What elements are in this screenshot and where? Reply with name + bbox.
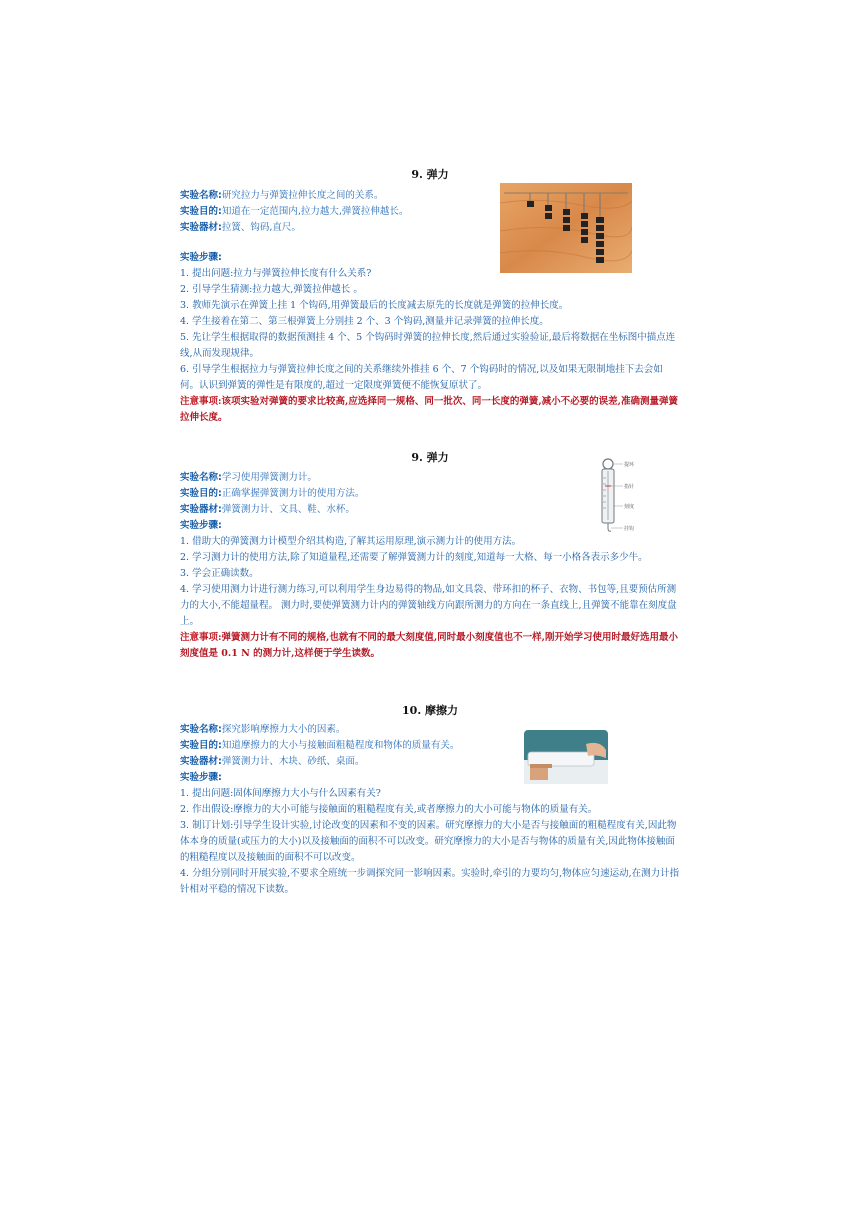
diagram-label: 指针	[624, 484, 635, 490]
step-item: 3. 学会正确读数。	[180, 568, 259, 579]
name-value: 研究拉力与弹簧拉伸长度之间的关系。	[221, 190, 384, 201]
purpose-label: 实验目的:	[180, 206, 222, 217]
equipment-value: 拉簧、钩码,直尺。	[221, 222, 301, 233]
purpose-value: 知道在一定范围内,拉力越大,弹簧拉伸越长。	[221, 206, 409, 217]
section-3-meta	[180, 722, 520, 786]
step-item: 5. 先让学生根据取得的数据预测挂 4 个、5 个钩码时弹簧的拉伸长度,然后通过实验验证,最后将数据在坐标图中描点连线,从而发现规律。	[180, 332, 676, 359]
equipment-label: 实验器材:	[180, 756, 222, 767]
purpose-value: 正确掌握弹簧测力计的使用方法。	[221, 488, 365, 499]
step-item: 2. 学习测力计的使用方法,除了知道量程,还需要了解弹簧测力计的刻度,知道每一大格、每一小格各表示多少牛。	[180, 552, 648, 563]
purpose-label: 实验目的:	[180, 740, 222, 751]
step-item: 3. 制订计划:引导学生设计实验,讨论改变的因素和不变的因素。研究摩擦力的大小是否与接触面的粗糙程度有关,因此物体本身的质量(或压力的大小)以及接触面的面积不可以改变。研究摩擦力的大小是否与物体的质量有关,因此物体接触面的粗糙程度以及接触面的面积不可以改变。	[180, 820, 677, 863]
step-item: 2. 引导学生猜测:拉力越大,弹簧拉伸越长 。	[180, 284, 363, 295]
note-text: 该项实验对弹簧的要求比较高,应选择同一规格、同一批次、同一长度的弹簧,减小不必要的误差,准确测量弹簧拉伸长度。	[180, 396, 678, 423]
note-paragraph	[180, 630, 680, 662]
diagram-label: 刻度	[624, 504, 635, 510]
step-item: 4. 分组分别同时开展实验,不要求全班统一步调探究同一影响因素。实验时,牵引的力要均匀,物体应匀速运动,在测力计指针相对平稳的情况下读数。	[180, 868, 680, 895]
step-item: 2. 作出假设:摩擦力的大小可能与接触面的粗糙程度有关,或者摩擦力的大小可能与物体的质量有关。	[180, 804, 598, 815]
equipment-label: 实验器材:	[180, 222, 222, 233]
purpose-value: 知道摩擦力的大小与接触面粗糙程度和物体的质量有关。	[221, 740, 460, 751]
step-item: 1. 提出问题:固体间摩擦力大小与什么因素有关?	[180, 788, 381, 799]
step-item: 1. 借助大的弹簧测力计模型介绍其构造,了解其运用原理,演示测力计的使用方法。	[180, 536, 522, 547]
purpose-label: 实验目的:	[180, 488, 222, 499]
diagram-label: 挂钩	[624, 526, 635, 532]
name-value: 学习使用弹簧测力计。	[221, 472, 317, 483]
steps-label: 实验步骤:	[180, 520, 222, 531]
step-item: 3. 教师先演示在弹簧上挂 1 个钩码,用弹簧最后的长度减去原先的长度就是弹簧的拉伸长度。	[180, 300, 569, 311]
section-2-meta	[180, 470, 510, 534]
equipment-label: 实验器材:	[180, 504, 222, 515]
section-3-steps	[180, 786, 680, 898]
section-1-title: 9. 弹力	[411, 168, 449, 181]
section-1-meta	[180, 188, 490, 236]
steps-label: 实验步骤:	[180, 252, 222, 263]
note-label: 注意事项:	[180, 396, 222, 407]
step-item: 4. 学生接着在第二、第三根弹簧上分别挂 2 个、3 个钩码,测量并记录弹簧的拉伸长度。	[180, 316, 549, 327]
name-value: 探究影响摩擦力大小的因素。	[221, 724, 346, 735]
section-2-steps	[180, 534, 680, 662]
diagram-label: 提环	[624, 462, 635, 468]
section-1-steps	[180, 250, 680, 426]
name-label: 实验名称:	[180, 190, 222, 201]
section-2-title: 9. 弹力	[411, 451, 449, 464]
friction-experiment-photo	[524, 730, 608, 784]
equipment-value: 弹簧测力计、木块、砂纸、桌面。	[221, 756, 365, 767]
section-3-title: 10. 摩擦力	[402, 704, 458, 717]
equipment-value: 弹簧测力计、文具、鞋、水杯。	[221, 504, 355, 515]
step-item: 4. 学习使用测力计进行测力练习,可以利用学生身边易得的物品,如文具袋、带环扣的杯子、衣物、书包等,且要预估所测力的大小,不能超量程。 测力时,要使弹簧测力计内的弹簧轴线方向跟所测力的方向在一条直线上,且弹簧不能靠在刻度盘上。	[180, 584, 677, 627]
spring-scale-diagram	[596, 456, 656, 534]
name-label: 实验名称:	[180, 724, 222, 735]
note-label: 注意事项:	[180, 632, 222, 643]
step-item: 6. 引导学生根据拉力与弹簧拉伸长度之间的关系继续外推挂 6 个、7 个钩码时的情况,以及如果无限制地挂下去会如何。认识到弹簧的弹性是有限度的,超过一定限度弹簧便不能恢复原状了。	[180, 364, 663, 391]
name-label: 实验名称:	[180, 472, 222, 483]
note-paragraph	[180, 394, 680, 426]
step-item: 1. 提出问题:拉力与弹簧拉伸长度有什么关系?	[180, 268, 372, 279]
note-text: 弹簧测力计有不同的规格,也就有不同的最大刻度值,同时最小刻度值也不一样,刚开始学习使用时最好选用最小刻度值是 0.1 N 的测力计,这样便于学生读数。	[180, 632, 678, 659]
steps-label: 实验步骤:	[180, 772, 222, 783]
